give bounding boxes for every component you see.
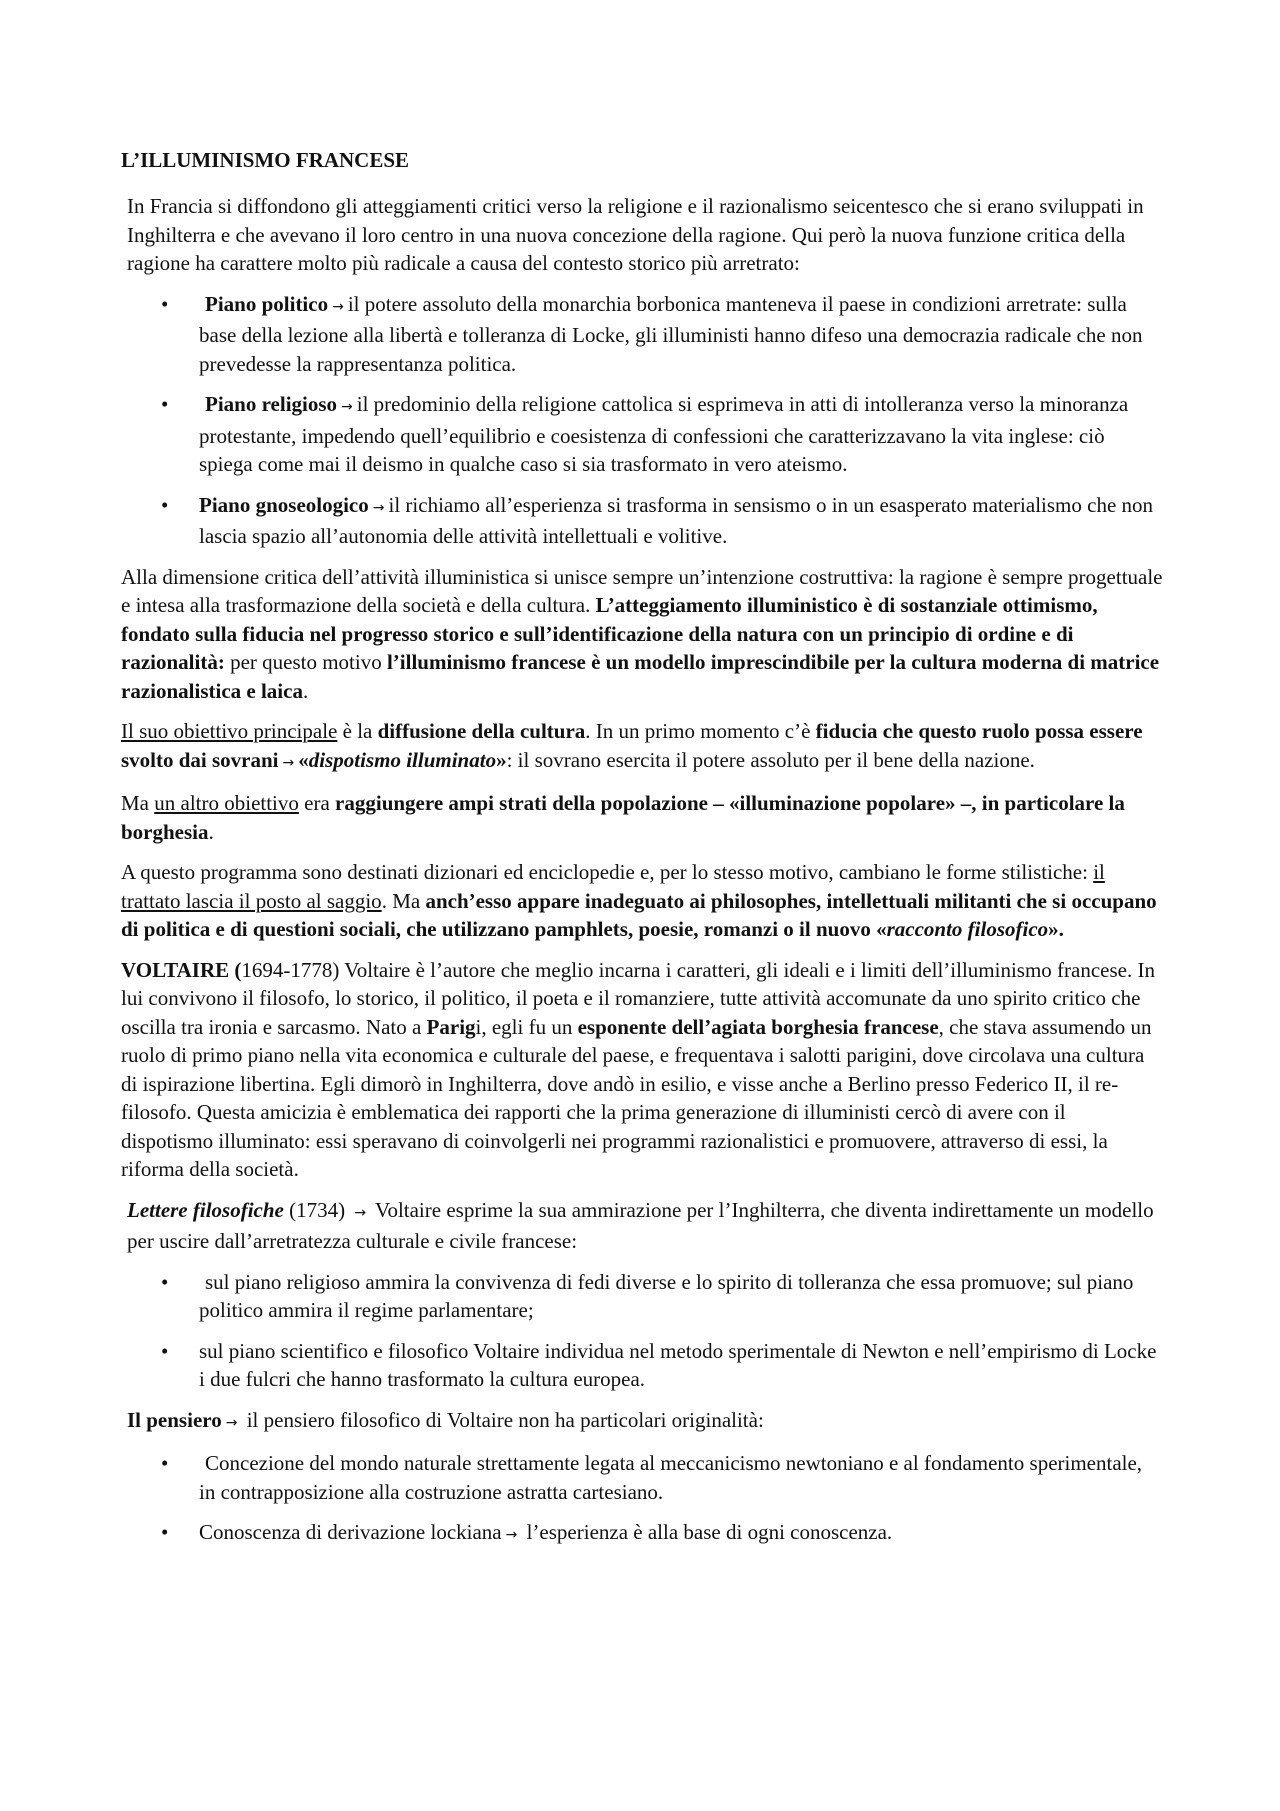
underlined-run: il trattato lascia il posto al saggio	[121, 860, 1105, 913]
list-item-text: Concezione del mondo naturale strettamente legata al meccanicismo newtoniano e al fondamento sperimentale, in contrapposizione alla costruzione astratta cartesiano.	[199, 1451, 1143, 1504]
bullet: •	[161, 1338, 169, 1363]
text-run: i, egli fu un	[475, 1014, 578, 1039]
text-run: .	[302, 678, 309, 703]
list-item-text: Conoscenza di derivazione lockiana	[199, 1520, 502, 1544]
paragraph-ottimismo	[121, 563, 1163, 706]
bold-run: Parig	[426, 1014, 476, 1039]
list-item	[121, 1268, 1163, 1325]
underlined-run: un altro obiettivo	[154, 791, 299, 815]
arrow-icon: →	[225, 1414, 238, 1431]
text-run: 1694-1778) Voltaire è l’autore che meglio incarna i caratteri, gli ideali e i limiti dell’illuminismo francese. In lui convivono il filosofo, lo storico, il politico, il poeta e il romanziere, tutte attività accomunate da uno spirito critico che oscilla tra ironia e sarcasmo. Nato a	[121, 957, 1155, 1039]
text-run: : il sovrano esercita il potere assoluto per il bene della nazione.	[506, 747, 1035, 772]
bullet: •	[161, 1451, 169, 1475]
text-run: A questo programma sono destinati dizionari ed enciclopedie e, per lo stesso motivo, cambiano le forme stilistiche:	[121, 860, 1094, 884]
text-run: . In un primo momento c’è	[585, 719, 816, 743]
bold-run: L’atteggiamento illuministico è di sostanziale ottimismo, fondato sulla fiducia nel progresso storico e sull’identificazione della natura con un principio di ordine e di razionalità:	[121, 593, 1098, 674]
page-title: L’ILLUMINISMO FRANCESE	[121, 148, 410, 172]
bold-run: esponente dell’agiata borghesia francese	[577, 1014, 939, 1039]
bold-italic-run: dispotismo illuminato	[308, 747, 497, 772]
text-run: per questo motivo	[224, 650, 387, 674]
arrow-icon: →	[372, 499, 385, 516]
piano-text: il predominio della religione cattolica si esprimeva in atti di intolleranza verso la minoranza protestante, impedendo quell’equilibrio e coesistenza di confessioni che caratterizzavano la vita inglese: ciò spiega come mai il deismo in qualche caso si sia trasformato in vero ateismo.	[199, 392, 1129, 476]
underlined-run: Il suo obiettivo principale	[121, 719, 338, 743]
paragraph-voltaire	[121, 956, 1163, 1184]
paragraph-obiettivo	[121, 717, 1163, 777]
section-heading-pensiero: Il pensiero	[127, 1407, 222, 1432]
piano-text: il richiamo all’esperienza si trasforma in sensismo o in un esasperato materialismo che non lascia spazio all’autonomia delle attività intellettuali e volitive.	[199, 492, 1154, 548]
text-run: è la	[337, 719, 378, 743]
text-run: .	[208, 819, 214, 844]
arrow-icon: →	[354, 1204, 367, 1221]
bullet: •	[161, 492, 169, 517]
document-body	[121, 146, 1163, 1562]
text-run: era	[298, 791, 336, 815]
list-item-text: sul piano scientifico e filosofico Voltaire individua nel metodo sperimentale di Newton e nell’empirismo di Locke i due fulcri che hanno trasformato la cultura europea.	[199, 1338, 1157, 1391]
list-item	[121, 1449, 1163, 1506]
section-heading-voltaire: VOLTAIRE (	[121, 957, 242, 982]
text-run: , che stava assumendo un ruolo di primo piano nella vita economica e culturale del paese, e frequentava i salotti parigini, dove circolava una cultura di ispirazione libertina. Egli dimorò in Inghilterra, dove andò in esilio, e visse anche a Berlino presso Federico II, il re-filosofo. Questa amicizia è emblematica dei rapporti che la prima generazione di illuministi cercò di avere con il dispotismo illuminato: essi speravano di coinvolgerli nei programmi razionalistici e promuovere, attraverso di essi, la riforma della società.	[121, 1014, 1152, 1181]
list-item	[121, 1337, 1163, 1394]
piano-text: il potere assoluto della monarchia borbonica manteneva il paese in condizioni arretrate: sulla base della lezione alla libertà e tolleranza di Locke, gli illuministi hanno difeso una democrazia radicale che non prevedesse la rappresentanza politica.	[199, 291, 1143, 376]
list-item-text: sul piano religioso ammira la convivenza di fedi diverse e lo spirito di tolleranza che essa promuove; sul piano politico ammira il regime parlamentare;	[199, 1269, 1134, 1322]
bullet: •	[161, 291, 169, 316]
bold-run: ».	[1048, 917, 1064, 941]
text-run: Ma	[121, 791, 155, 815]
bold-run: «	[298, 747, 309, 772]
text-run: Alla dimensione critica dell’attività illuministica si unisce sempre un’intenzione costruttiva: la ragione è sempre progettuale e intesa alla trasformazione della società e della cultura.	[121, 564, 1163, 617]
bullet: •	[161, 1520, 169, 1544]
arrow-icon: →	[282, 754, 295, 771]
arrow-icon: →	[332, 298, 344, 315]
paragraph-altro-obiettivo	[121, 789, 1163, 846]
book-title: Lettere filosofiche	[127, 1197, 284, 1222]
text-run: Voltaire esprime la sua ammirazione per l’Inghilterra, che diventa indirettamente un modello per uscire dall’arretratezza culturale e civile francese:	[127, 1197, 1154, 1253]
list-item-piano-religioso	[121, 390, 1163, 479]
text-run: il pensiero filosofico di Voltaire non ha particolari originalità:	[241, 1407, 764, 1432]
paragraph-pensiero	[121, 1406, 1163, 1438]
piani-list	[121, 290, 1163, 551]
paragraph-lettere	[121, 1196, 1163, 1256]
piano-label: Piano religioso	[205, 392, 338, 416]
lettere-list	[121, 1268, 1163, 1394]
list-item-text: l’esperienza è alla base di ogni conoscenza.	[521, 1520, 893, 1544]
text-run: . Ma	[381, 888, 426, 913]
bold-run: »	[496, 747, 507, 772]
bold-run: diffusione della cultura	[377, 719, 586, 743]
bold-run: fiducia che questo ruolo possa essere svolto dai sovrani	[121, 719, 1143, 772]
bullet: •	[161, 392, 169, 416]
list-item	[121, 1518, 1163, 1550]
bold-run: raggiungere ampi strati della popolazione – «illuminazione popolare» –, in particolare la borghesia	[121, 791, 1125, 844]
bullet: •	[161, 1269, 169, 1294]
intro-paragraph: In Francia si diffondono gli atteggiamenti critici verso la religione e il razionalismo seicentesco che si erano sviluppati in Inghilterra e che avevano il loro centro in una nuova concezione della ragione. Qui però la nuova funzione critica della ragione ha carattere molto più radicale a causa del contesto storico più arretrato:	[127, 194, 1144, 275]
pensiero-list	[121, 1449, 1163, 1550]
bold-italic-run: racconto filosofico	[886, 917, 1049, 941]
list-item-piano-gnoseologico	[121, 491, 1163, 551]
arrow-icon: →	[505, 1527, 518, 1543]
arrow-icon: →	[341, 399, 353, 415]
bold-run: anch’esso appare inadeguato ai philosophes, intellettuali militanti che si occupano di politica e di questioni sociali, che utilizzano pamphlets, poesie, romanzi o il nuovo «	[121, 888, 1157, 941]
piano-label: Piano gnoseologico	[199, 492, 369, 517]
list-item-piano-politico	[121, 290, 1163, 379]
text-run: (1734)	[283, 1197, 351, 1222]
piano-label: Piano politico	[205, 291, 329, 316]
bold-run: l’illuminismo francese è un modello imprescindibile per la cultura moderna di matrice razionalistica e laica	[121, 650, 1160, 703]
paragraph-programma	[121, 858, 1163, 944]
